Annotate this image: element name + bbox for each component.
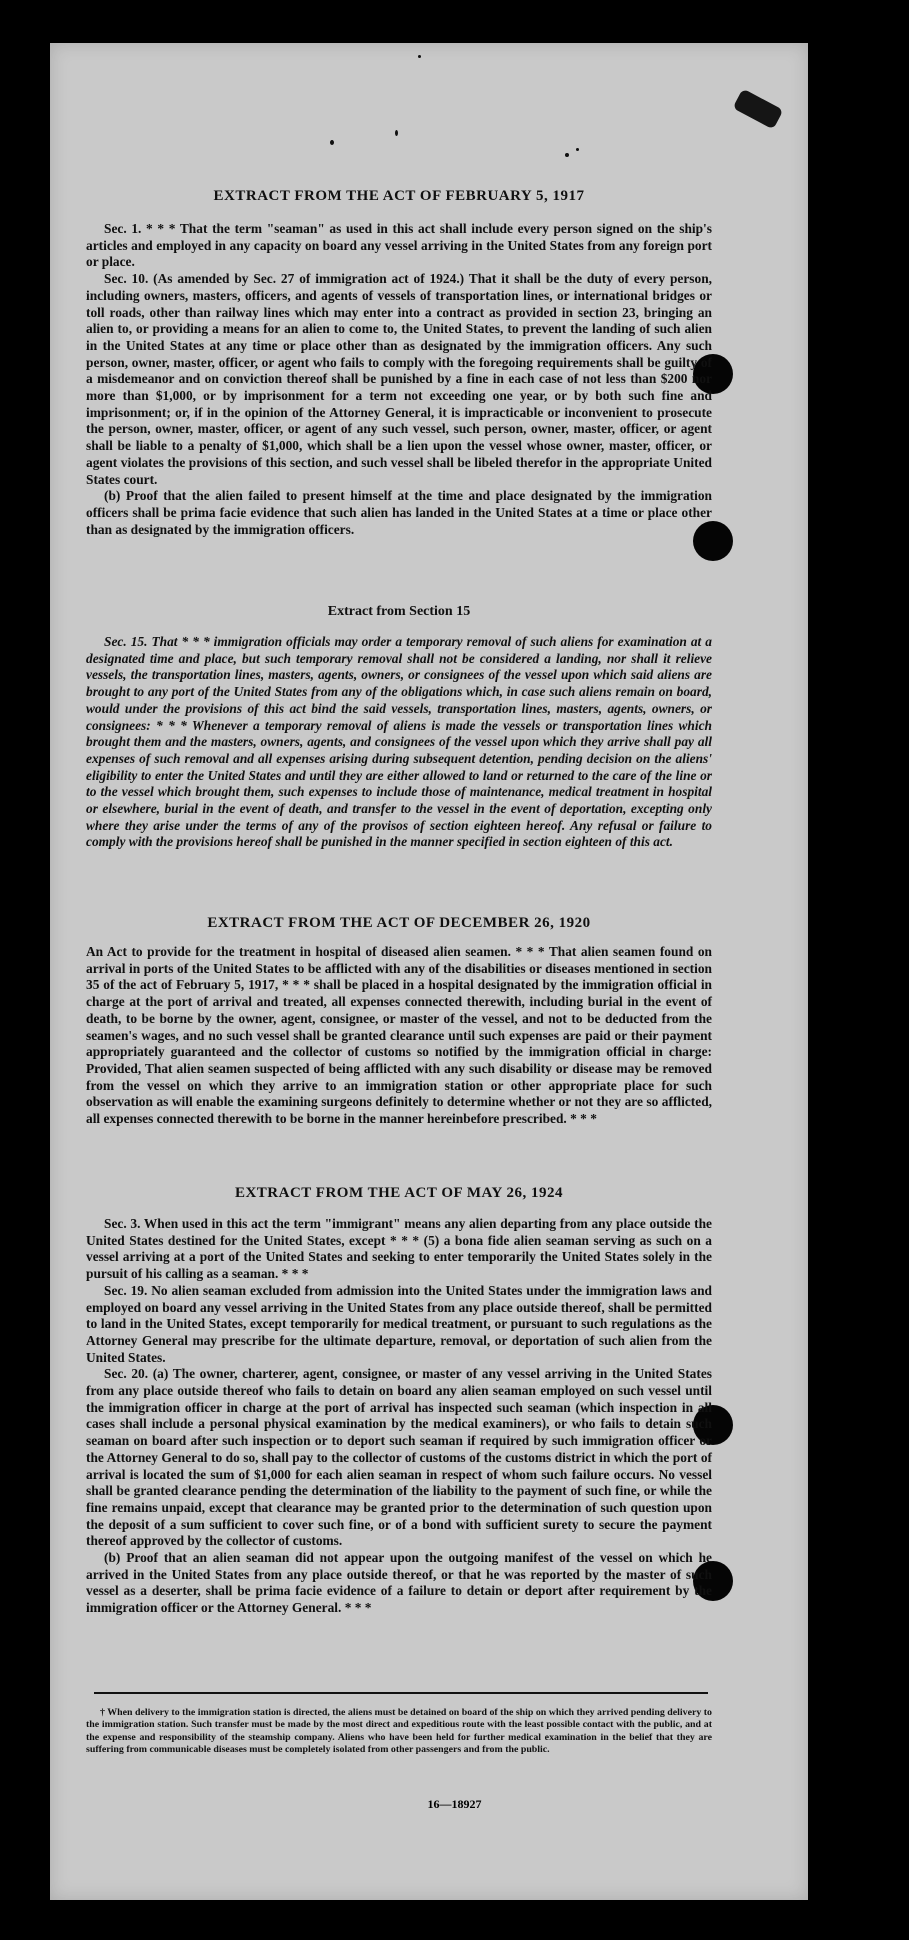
section-act-1920 — [86, 915, 712, 1128]
paragraph-sec-1: Sec. 1. * * * That the term "seaman" as used in this act shall include every person signed on the ship's articles and employed in any capacity on board any vessel arriving in the United States from any foreign port or place. — [86, 221, 712, 270]
paragraph-sec-20-a: Sec. 20. (a) The owner, charterer, agent, consignee, or master of any vessel arriving in the United States from any place outside thereof who fails to detain on board any alien seaman employed on such vessel until the immigration officer in charge at the port of arrival has inspected such seaman (which inspection in all cases shall include a personal physical examination by the medical examiners), or who fails to detain such seaman on board after such inspection or to deport such seaman if required by such immigration officer or the Attorney General to do so, shall pay to the collector of customs of the customs district in which the port of arrival is located the sum of $1,000 for each alien seaman in respect of whom such failure occurs. No vessel shall be granted clearance pending the determination of the liability to the payment of such fine, or while the fine remains unpaid, except that clearance may be granted prior to the determination of such question upon the deposit of a sum sufficient to cover such fine, or of a bond with sufficient surety to secure the payment thereof approved by the collector of customs. — [86, 1366, 712, 1549]
page-number: 16—18927 — [427, 1797, 482, 1811]
paragraph-act-1920: An Act to provide for the treatment in hospital of diseased alien seamen. * * * That alien seamen found on arrival in ports of the United States to be afflicted with any of the disabilities or diseases mentioned in section 35 of the act of February 5, 1917, * * * shall be placed in a hospital designated by the immigration official in charge at the port of arrival and treated, all expenses connected therewith, including burial in the event of death, to be borne by the owner, agent, consignee, or master of the vessel, and not to be deducted from the seamen's wages, and no such vessel shall be granted clearance until such expenses are paid or their payment appropriately guaranteed and the collector of customs so notified by the immigration official in charge: Provided, That alien seamen suspected of being afflicted with any such disability or disease may be removed from the vessel on which they arrive to an immigration station or other appropriate place for such observation as will enable the examining surgeons definitely to determine whether or not they are so afflicted, all expenses connected therewith to be borne in the manner hereinbefore prescribed. * * * — [86, 944, 712, 1127]
paragraph-sec-10: Sec. 10. (As amended by Sec. 27 of immigration act of 1924.) That it shall be the duty of every person, including owners, masters, officers, and agents of vessels of transportation lines, or international bridges or toll roads, other than railway lines which may enter into a contract as provided in section 23, bringing an alien to, or providing a means for an alien to come to, the United States, to prevent the landing of such alien in the United States at any time or place other than as designated by the immigration officers. Any such person, owner, master, officer, or agent who fails to comply with the foregoing requirements shall be guilty of a misdemeanor and on conviction thereof shall be punished by a fine in each case of not less than $200 nor more than $1,000, or by imprisonment for a term not exceeding one year, or by both such fine and imprisonment; or, if in the opinion of the Attorney General, it is impracticable or inconvenient to prosecute the person, owner, master, officer, or agent of any such vessel, such person, owner, master, officer, or agent shall be liable to a penalty of $1,000, which shall be a lien upon the vessel whose owner, master, officer, or agent violates the provisions of this section, and such vessel shall be libeled therefor in the appropriate United States court. — [86, 271, 712, 487]
ink-speck — [576, 148, 579, 151]
paragraph-sec-19: Sec. 19. No alien seaman excluded from admission into the United States under the immigration laws and employed on board any vessel arriving in the United States from any place outside thereof, shall be permitted to land in the United States, except temporarily for medical treatment, or pursuant to such regulations as the Attorney General may prescribe for the ultimate departure, removal, or deportation of such alien from the United States. — [86, 1282, 712, 1365]
paragraph-sec-20-b: (b) Proof that an alien seaman did not appear upon the outgoing manifest of the vessel on which he arrived in the United States from any place outside thereof, or that he was reported by the master of such vessel as a deserter, shall be prima facie evidence of a failure to detain or deport after requirement by the immigration officer or the Attorney General. * * * — [86, 1550, 712, 1616]
section-15-extract — [86, 604, 712, 851]
footnote-block — [86, 1707, 712, 1757]
section-act-1917 — [86, 188, 712, 538]
ink-speck — [565, 153, 569, 157]
paragraph-sec-10-b: (b) Proof that the alien failed to present himself at the time and place designated by the immigration officers shall be prima facie evidence that such alien has landed in the United States at a time or place other than as designated by the immigration officers. — [86, 488, 712, 537]
section-heading: Extract from Section 15 — [327, 604, 471, 619]
paragraph-sec-3: Sec. 3. When used in this act the term "immigrant" means any alien departing from any place outside the United States destined for the United States, except * * * (5) a bona fide alien seaman serving as such on a vessel arriving at a port of the United States and seeking to enter temporarily the United States solely in the pursuit of his calling as a seaman. * * * — [86, 1216, 712, 1282]
footnote-divider — [94, 1692, 708, 1694]
ink-speck — [395, 130, 398, 136]
section-heading: EXTRACT FROM THE ACT OF FEBRUARY 5, 1917 — [213, 188, 585, 204]
section-heading: EXTRACT FROM THE ACT OF MAY 26, 1924 — [234, 1185, 564, 1201]
paragraph-sec-15: Sec. 15. That * * * immigration officials may order a temporary removal of such aliens for examination at a designated time and place, but such temporary removal shall not be considered a landing, nor shall it relieve vessels, the transportation lines, masters, agents, owners, or consignees of the vessel upon which said aliens are brought to any port of the United States from any of the obligations which, in case such aliens remain on board, would under the provisions of this act bind the said vessels, transportation lines, masters, agents, owners, or consignees: * * * Whenever a temporary removal of aliens is made the vessels or transportation lines which brought them and the masters, owners, agents, and consignees of the vessel upon which they arrive shall pay all expenses of such removal and all expenses arising during subsequent detention, pending decision on the aliens' eligibility to enter the United States and until they are either allowed to land or returned to the care of the line or to the vessel which brought them, such expenses to include those of maintenance, medical treatment in hospital or elsewhere, burial in the event of death, and transfer to the vessel in the event of deportation, excepting only where they arise under the terms of any of the provisos of section eighteen hereof. Any refusal or failure to comply with the provisions hereof shall be punished in the manner specified in section eighteen of this act. — [86, 634, 712, 850]
section-act-1924 — [86, 1185, 712, 1617]
section-heading: EXTRACT FROM THE ACT OF DECEMBER 26, 1920 — [207, 915, 591, 931]
ink-speck — [330, 140, 334, 145]
footnote-text: † When delivery to the immigration station is directed, the aliens must be detained on board of the ship on which they arrived pending delivery to the immigration station. Such transfer must be made by the most direct and expeditious route with the least possible contact with the public, and at the expense and responsibility of the steamship company. Aliens who have been held for further medical examination in the belief that they are suffering from communicable diseases must be completely isolated from other passengers and from the public. — [86, 1707, 712, 1756]
ink-speck — [418, 55, 421, 58]
